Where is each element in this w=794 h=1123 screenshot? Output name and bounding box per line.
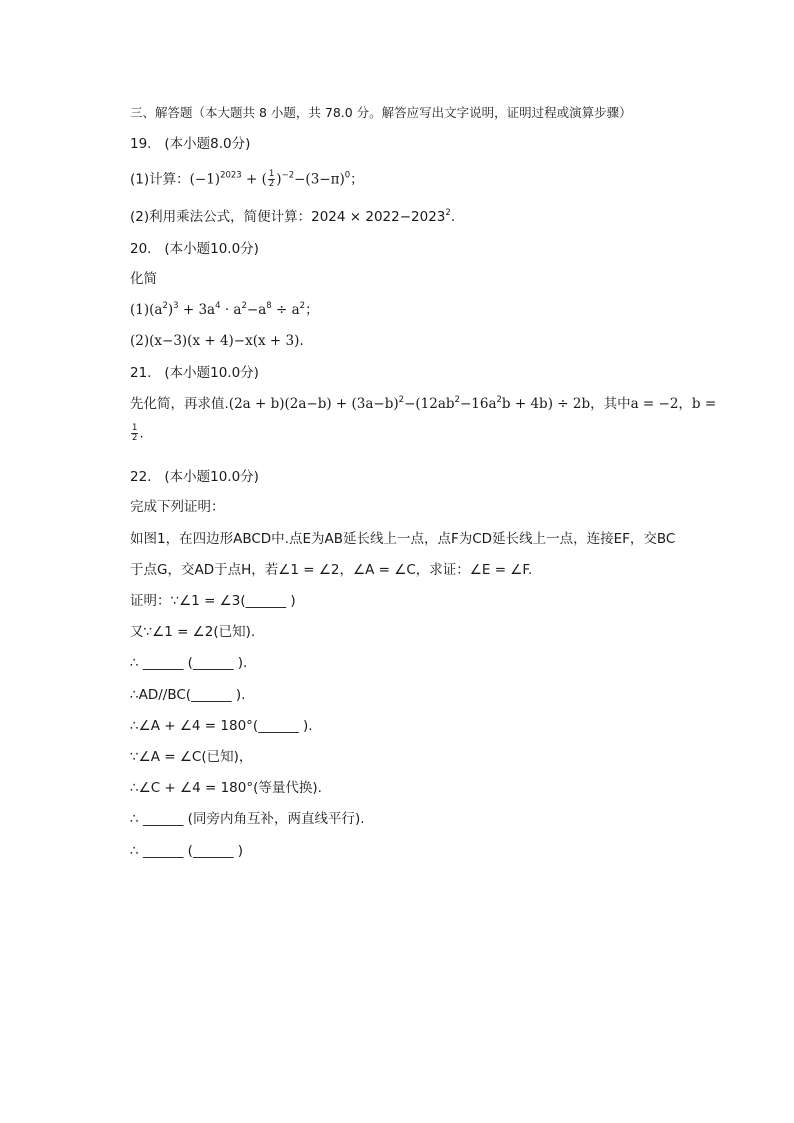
q21-e3: −(12ab	[404, 396, 455, 412]
q19-p1-exp-b: −2	[281, 170, 295, 181]
q22-proof-step-4: ∴AD//BC(______ ).	[130, 687, 246, 703]
q19-part2	[130, 208, 455, 226]
q20-p1-i: −a	[246, 302, 267, 318]
q22-heading	[130, 468, 259, 486]
q20-score: (本小题10.0分)	[164, 241, 259, 257]
q22-proof-step-9: ∴ ______ (______ )	[130, 843, 243, 859]
q21-e1: (2a + b)(2a−b) + (3a−b)	[228, 396, 399, 412]
q22-proof-step-2: 又∵∠1 = ∠2(已知).	[130, 624, 256, 640]
q19-p2-end: .	[450, 209, 456, 225]
q19-score: (本小题8.0分)	[164, 136, 251, 152]
q22-proof-step-8: ∴ ______ (同旁内角互补，两直线平行).	[130, 811, 365, 827]
q21-end: .	[139, 425, 144, 442]
q20-intro: 化简	[130, 271, 157, 287]
q22-proof-step-7: ∴∠C + ∠4 = 180°(等量代换).	[130, 780, 322, 796]
q20-p1-m: ；	[305, 302, 319, 318]
q21-frac-den: 2	[132, 433, 138, 443]
q19-p1-frac-den: 2	[268, 179, 275, 189]
q22-statement-1: 如图1，在四边形ABCD中.点E为AB延长线上一点，点F为CD延长线上一点，连接EF，交BC	[130, 531, 676, 547]
q19-p2-text: (2)利用乘法公式，简便计算：2024 × 2022−2023	[130, 209, 446, 225]
q19-number: 19.	[130, 136, 152, 152]
q19-p2-exp: 2	[445, 208, 451, 218]
q20-p1-h: 2	[241, 301, 247, 311]
q19-p1-label: (1)计算：	[130, 171, 190, 188]
q22-proof-step-1: 证明：∵∠1 = ∠3(______ )	[130, 593, 296, 609]
q21-statement	[130, 395, 716, 413]
q19-p1-plus: + (	[241, 171, 267, 188]
q20-p1-c: )	[167, 302, 174, 318]
q21-e6: 2	[496, 395, 502, 405]
q22-score: (本小题10.0分)	[164, 469, 259, 485]
q19-p1-end: ；	[350, 171, 364, 188]
q20-p1-l: 2	[299, 301, 306, 311]
q19-p1-expr-a: (−1)	[189, 171, 221, 188]
q19-p1-fraction	[268, 170, 275, 189]
q20-p1-f: 4	[215, 301, 221, 311]
q21-e2: 2	[398, 395, 405, 405]
q21-score: (本小题10.0分)	[164, 365, 259, 381]
q22-intro: 完成下列证明：	[130, 499, 225, 515]
q20-p1-d: 3	[173, 301, 179, 311]
q21-e7: b + 4b) ÷ 2b，其中a = −2，b =	[501, 396, 717, 412]
q21-e5: −16a	[459, 396, 497, 412]
q19-p1-exp-a: 2023	[220, 170, 242, 181]
q20-part2: (2)(x−3)(x + 4)−x(x + 3).	[130, 333, 304, 349]
q20-heading	[130, 240, 259, 258]
q20-p1-k: ÷ a	[271, 302, 300, 318]
q21-heading	[130, 364, 259, 382]
q22-statement-2: 于点G，交AD于点H，若∠1 = ∠2，∠A = ∠C，求证：∠E = ∠F.	[130, 562, 533, 578]
q20-p1-g: · a	[220, 302, 242, 318]
q20-number: 20.	[130, 241, 152, 257]
q20-p1-b: 2	[162, 301, 168, 311]
section-header: 三、解答题（本大题共 8 小题，共 78.0 分。解答应写出文字说明，证明过程或演算步骤）	[130, 105, 632, 120]
q19-part1: (1)计算：$(-1)^{2023}$ + ( $\frac{1}{2}$ )$^{-2}-(3-\pi)^0$；	[130, 169, 364, 189]
q19-heading	[130, 135, 250, 153]
q21-fraction-line	[130, 424, 144, 443]
q19-p1-frac-num: 1	[268, 169, 275, 179]
q22-proof-step-5: ∴∠A + ∠4 = 180°(______ ).	[130, 718, 313, 734]
q20-p1-e: + 3a	[178, 302, 216, 318]
q21-frac-num: 1	[132, 423, 138, 433]
q22-proof-step-3: ∴ ______ (______ ).	[130, 655, 248, 671]
q21-fraction	[131, 424, 138, 443]
q22-proof-step-6: ∵∠A = ∠C(已知)，	[130, 749, 253, 765]
q20-part1	[130, 301, 319, 319]
q19-p1-rest: −(3−π)	[294, 171, 345, 188]
q20-p1-j: 8	[266, 301, 272, 311]
q19-p1-exp-c: 0	[344, 170, 351, 181]
q21-lead: 先化简，再求值.	[130, 396, 229, 412]
q21-number: 21.	[130, 365, 152, 381]
q22-number: 22.	[130, 469, 152, 485]
q20-p1-a: (1)(a	[130, 302, 163, 318]
q21-e4: 2	[454, 395, 460, 405]
